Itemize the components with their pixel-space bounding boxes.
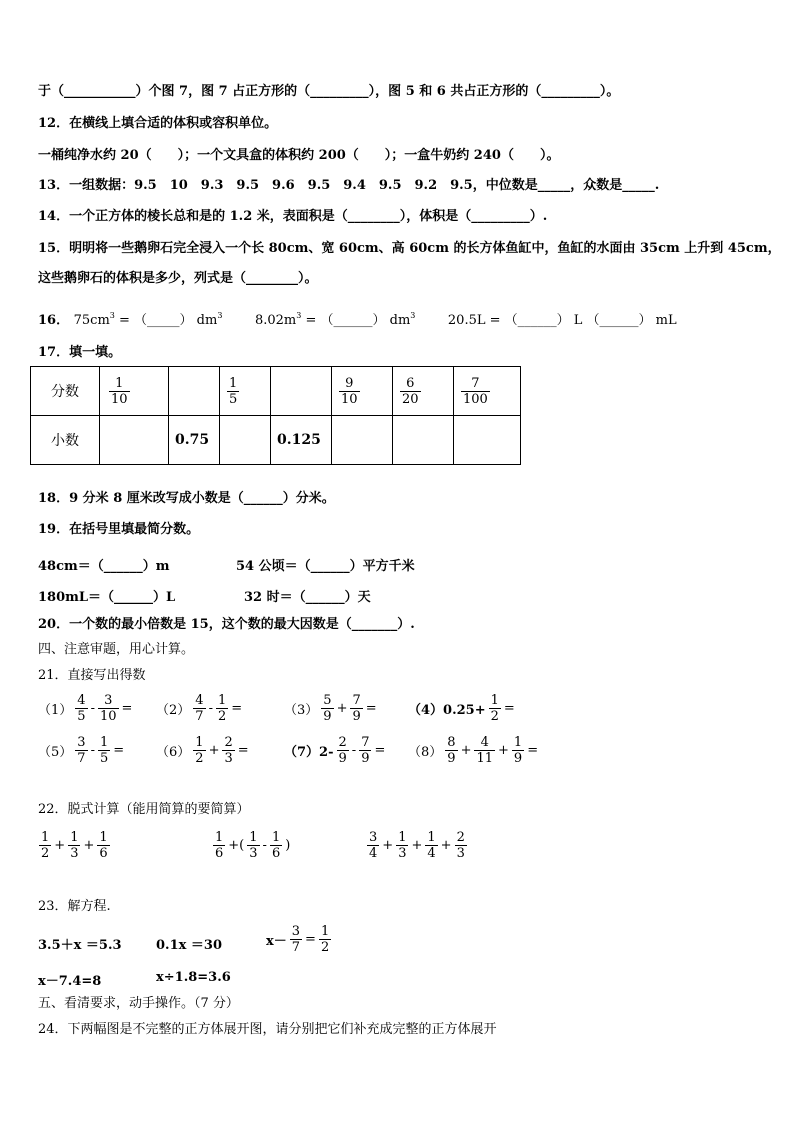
question-13: 13．一组数据：9.5 10 9.3 9.5 9.6 9.5 9.4 9.5 9.2 9.5，中位数是_____，众数是_____.: [38, 178, 660, 193]
question-22: 22．脱式计算（能用简算的要简算）: [38, 802, 250, 817]
question-24: 24．下两幅图是不完整的正方体展开图，请分别把它们补充成完整的正方体展开: [38, 1022, 497, 1037]
fraction-decimal-table: [30, 366, 521, 465]
question-12-items: 一桶纯净水约 20（ ）；一个文具盒的体积约 200（ ）；一盒牛奶约 240（ ）。: [38, 148, 560, 163]
table-cell[interactable]: [220, 416, 271, 465]
q22-expr-3: $\frac{3}{4}$ + $\frac{1}{3}$ + $\frac{1}{4}$ + $\frac{2}{3}$: [369, 830, 465, 861]
question-15-line2: 这些鹅卵石的体积是多少，列式是（________）。: [38, 271, 318, 286]
question-16: 16． $75cm^3$ = （_____） $dm^3$ $8.02m^3$ = （______） $dm^3$ 20.5L = （______） L （______） mL: [38, 311, 677, 328]
table-cell[interactable]: $\frac{9}{10}$: [332, 367, 393, 416]
q21-expr-4: （4）0.25+ $\frac{1}{2}$ =: [408, 693, 515, 724]
table-cell[interactable]: [100, 416, 169, 465]
row-label-fraction: 分数: [31, 367, 100, 416]
table-cell[interactable]: [454, 416, 521, 465]
question-17: 17．填一填。: [38, 345, 122, 360]
q23-eq-5: x÷1.8=3.6: [156, 970, 231, 985]
q19-item-c: 180mL＝（______）L: [38, 590, 176, 605]
section-4-heading: 四、注意审题，用心计算。: [38, 642, 195, 657]
question-19: 19．在括号里填最简分数。: [38, 522, 200, 537]
q19-item-d: 32 时＝（______）天: [244, 590, 371, 605]
q21-expr-8: （8） $\frac{8}{9}$ + $\frac{4}{11}$ + $\frac{1}{9}$ =: [408, 735, 539, 766]
question-15-line1: 15．明明将一些鹅卵石完全浸入一个长 80cm、宽 60cm、高 60cm 的长方体鱼缸中，鱼缸的水面由 35cm 上升到 45cm，: [38, 241, 781, 256]
table-row-decimals: [31, 416, 521, 465]
q21-expr-7: （7）2- $\frac{2}{9}$ - $\frac{7}{9}$ =: [284, 735, 386, 766]
section-5-heading: 五、看清要求，动手操作。（7 分）: [38, 996, 239, 1011]
q23-eq-2: 0.1x ＝30: [156, 938, 222, 953]
q22-expr-2: $\frac{1}{6}$ +( $\frac{1}{3}$ - $\frac{1}{6}$ ): [215, 830, 291, 861]
q19-item-b: 54 公顷＝（______）平方千米: [236, 559, 415, 574]
q23-eq-1: 3.5＋x ＝5.3: [38, 938, 122, 953]
q22-expr-1: $\frac{1}{2}$ + $\frac{1}{3}$ + $\frac{1}{6}$: [41, 830, 108, 861]
table-cell[interactable]: [169, 367, 220, 416]
q21-expr-6: （6） $\frac{1}{2}$ + $\frac{2}{3}$ =: [156, 735, 249, 766]
q23-eq-4: x－7.4=8: [38, 974, 102, 989]
q19-item-a: 48cm＝（______）m: [38, 559, 170, 574]
table-cell[interactable]: [332, 416, 393, 465]
question-11-continued: 于（___________）个图 7，图 7 占正方形的（_________），图 5 和 6 共占正方形的（_________）。: [38, 84, 620, 99]
table-cell[interactable]: [271, 367, 332, 416]
question-23: 23．解方程.: [38, 899, 111, 914]
q21-expr-3: （3） $\frac{5}{9}$ + $\frac{7}{9}$ =: [284, 693, 377, 724]
question-20: 20．一个数的最小倍数是 15，这个数的最大因数是（_______）.: [38, 617, 415, 632]
question-18: 18．9 分米 8 厘米改写成小数是（______）分米。: [38, 491, 335, 506]
q21-expr-2: （2） $\frac{4}{7}$ - $\frac{1}{2}$ =: [156, 693, 243, 724]
q21-expr-1: （1） $\frac{4}{5}$ - $\frac{3}{10}$ =: [38, 693, 133, 724]
table-cell[interactable]: 0.125: [271, 416, 332, 465]
table-cell[interactable]: $\frac{1}{5}$: [220, 367, 271, 416]
q23-eq-3: x－ $\frac{3}{7}$ = $\frac{1}{2}$: [266, 924, 330, 955]
table-row-fractions: [31, 367, 521, 416]
q21-expr-5: （5） $\frac{3}{7}$ - $\frac{1}{5}$ =: [38, 735, 125, 766]
table-cell[interactable]: $\frac{7}{100}$: [454, 367, 521, 416]
table-cell[interactable]: $\frac{1}{10}$: [100, 367, 169, 416]
question-21: 21．直接写出得数: [38, 668, 146, 683]
table-cell[interactable]: 0.75: [169, 416, 220, 465]
question-12: 12．在横线上填合适的体积或容积单位。: [38, 116, 278, 131]
row-label-decimal: 小数: [31, 416, 100, 465]
table-cell[interactable]: $\frac{6}{20}$: [393, 367, 454, 416]
table-cell[interactable]: [393, 416, 454, 465]
question-14: 14．一个正方体的棱长总和是的 1.2 米，表面积是（________），体积是（_________）.: [38, 209, 548, 224]
